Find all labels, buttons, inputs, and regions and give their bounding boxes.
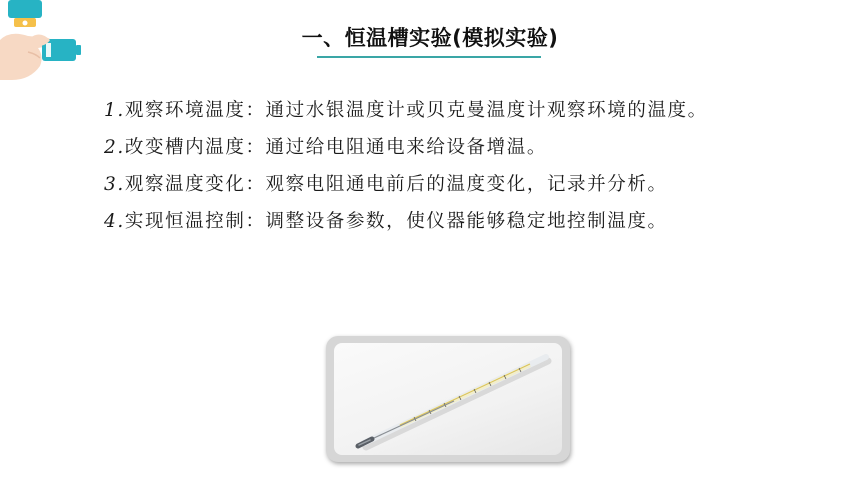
title-underline (317, 56, 541, 58)
item-number: 3. (104, 174, 125, 195)
list-item (70, 129, 810, 166)
item-text: 改变槽内温度：通过给电阻通电来给设备增温。 (124, 137, 547, 158)
list-item (70, 92, 810, 129)
list-item (70, 203, 810, 240)
item-number: 1. (104, 100, 125, 121)
item-text: 实现恒温控制：调整设备参数，使仪器能够稳定地控制温度。 (124, 211, 668, 232)
thermometer-photo (326, 336, 570, 462)
item-text: 观察环境温度：通过水银温度计或贝克曼温度计观察环境的温度。 (124, 100, 708, 121)
thermometer-photo-inner (334, 343, 562, 455)
list-item (70, 166, 810, 203)
item-number: 2. (104, 137, 125, 158)
thermometer-icon (334, 343, 562, 455)
item-text: 观察温度变化：观察电阻通电前后的温度变化，记录并分析。 (124, 174, 668, 195)
procedure-list (70, 92, 810, 240)
item-number: 4. (104, 211, 125, 232)
page-title: 一、恒温槽实验(模拟实验) (301, 26, 559, 50)
